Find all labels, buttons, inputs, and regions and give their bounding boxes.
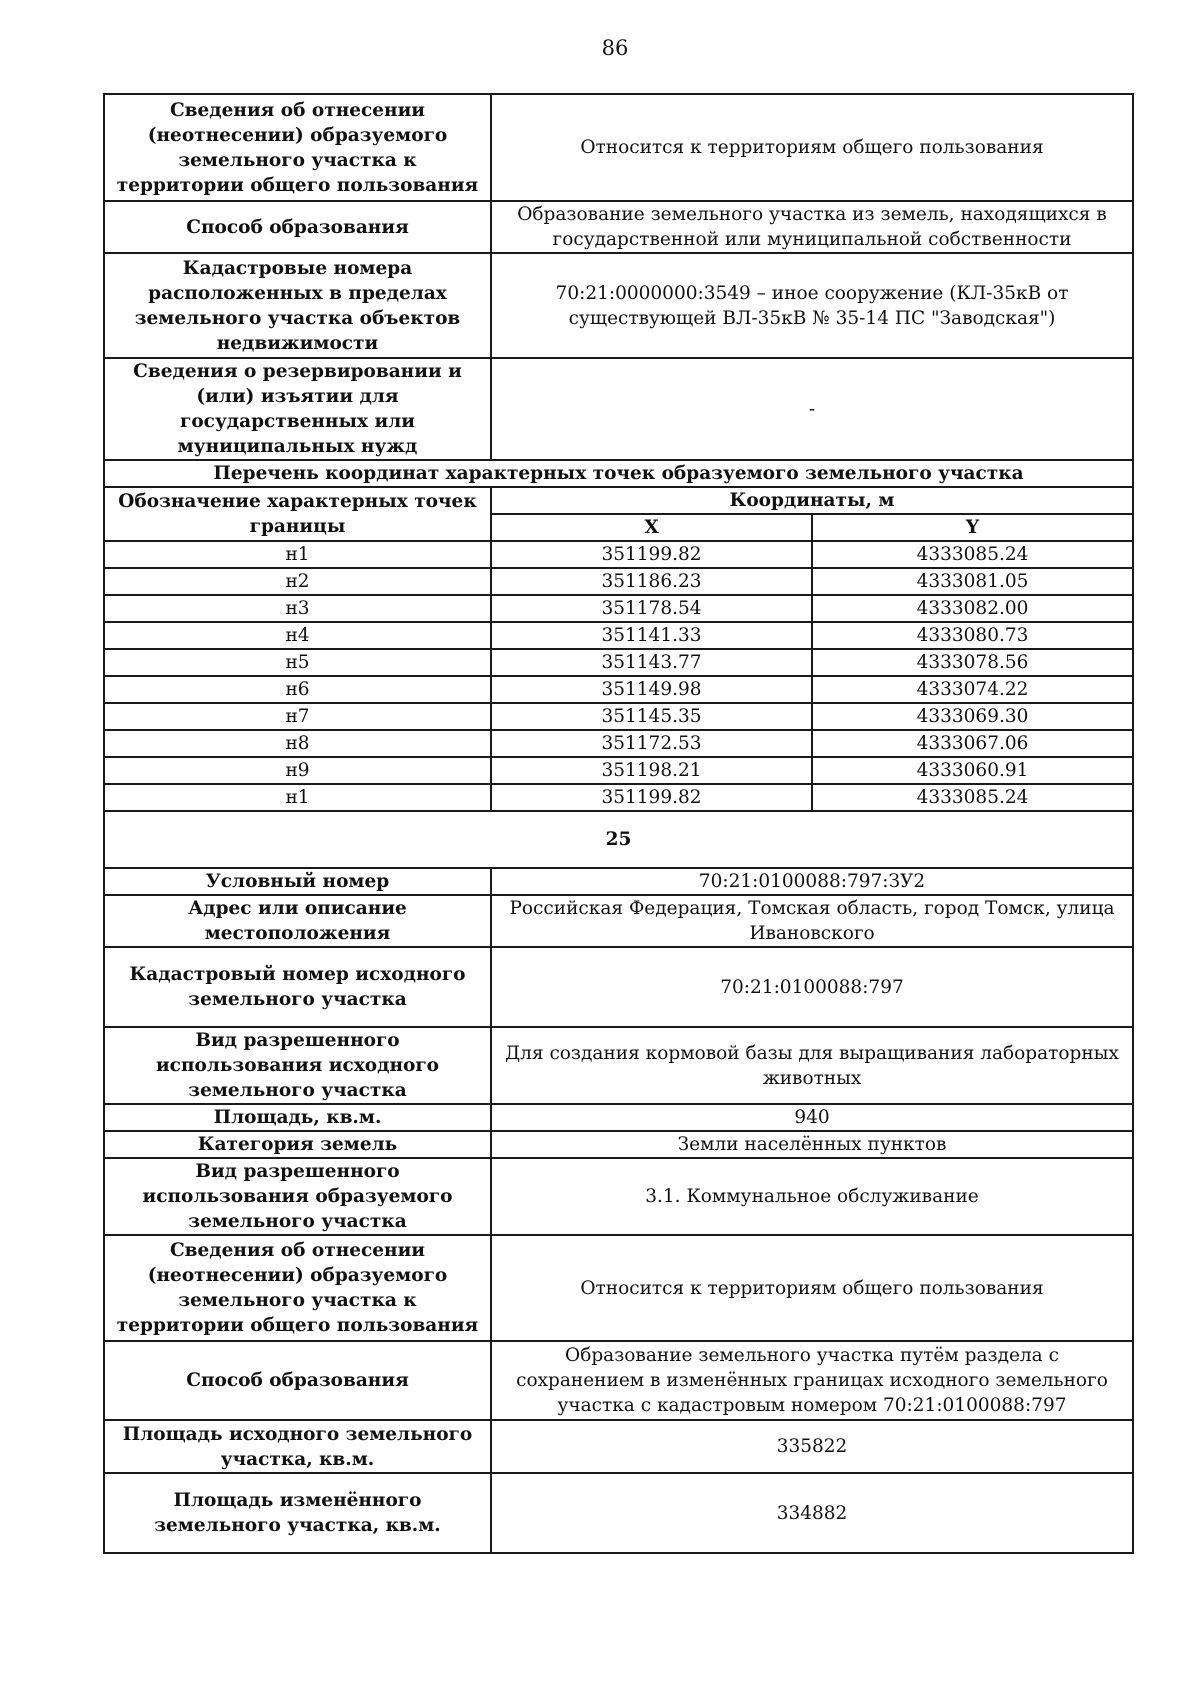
- point-y: 4333078.56: [812, 649, 1133, 676]
- point-y: 4333085.24: [812, 784, 1133, 811]
- point-y: 4333069.30: [812, 703, 1133, 730]
- row-value: Относится к территориям общего пользования: [491, 94, 1133, 201]
- row-label: Способ образования: [104, 201, 491, 253]
- point-name: н3: [104, 595, 491, 622]
- row-value: Относится к территориям общего пользования: [491, 1235, 1133, 1341]
- info-row: [104, 1131, 1133, 1158]
- coordinate-row: [104, 730, 1133, 757]
- point-x: 351199.82: [491, 784, 812, 811]
- info-row: [104, 253, 1133, 358]
- row-value: 70:21:0100088:797: [491, 947, 1133, 1027]
- point-y: 4333074.22: [812, 676, 1133, 703]
- coordinates-title-row: [104, 460, 1133, 487]
- row-value: Земли населённых пунктов: [491, 1131, 1133, 1158]
- point-name: н9: [104, 757, 491, 784]
- parcel-number-row: [104, 811, 1133, 868]
- point-x: 351141.33: [491, 622, 812, 649]
- row-value: 70:21:0100088:797:ЗУ2: [491, 868, 1133, 895]
- point-y: 4333067.06: [812, 730, 1133, 757]
- row-value: 334882: [491, 1473, 1133, 1553]
- point-x: 351143.77: [491, 649, 812, 676]
- point-name: н5: [104, 649, 491, 676]
- row-label: Вид разрешенного использования образуемого земельного участка: [104, 1158, 491, 1235]
- point-x: 351198.21: [491, 757, 812, 784]
- coordinate-row: [104, 676, 1133, 703]
- row-label: Площадь изменённого земельного участка, кв.м.: [104, 1473, 491, 1553]
- point-name: н1: [104, 784, 491, 811]
- x-header: X: [491, 514, 812, 541]
- point-name: н8: [104, 730, 491, 757]
- coords-header: Координаты, м: [491, 487, 1133, 514]
- point-x: 351145.35: [491, 703, 812, 730]
- coordinate-row: [104, 622, 1133, 649]
- row-label: Площадь, кв.м.: [104, 1104, 491, 1131]
- info-row: [104, 868, 1133, 895]
- row-value: 70:21:0000000:3549 – иное сооружение (КЛ-35кВ от существующей ВЛ-35кВ № 35-14 ПС "Заводская"): [491, 253, 1133, 358]
- land-parcel-table: [103, 93, 1134, 1554]
- info-row: [104, 1341, 1133, 1420]
- row-value: -: [491, 358, 1133, 460]
- point-x: 351172.53: [491, 730, 812, 757]
- row-label: Адрес или описание местоположения: [104, 895, 491, 947]
- coordinate-row: [104, 541, 1133, 568]
- point-name: н4: [104, 622, 491, 649]
- parcel-number: 25: [104, 811, 1133, 868]
- row-label: Сведения о резервировании и (или) изъятии для государственных или муниципальных нужд: [104, 358, 491, 460]
- point-y: 4333082.00: [812, 595, 1133, 622]
- info-row: [104, 1473, 1133, 1553]
- point-name: н7: [104, 703, 491, 730]
- point-name: н2: [104, 568, 491, 595]
- coordinate-row: [104, 595, 1133, 622]
- row-label: Кадастровый номер исходного земельного участка: [104, 947, 491, 1027]
- row-label: Категория земель: [104, 1131, 491, 1158]
- coordinates-title: Перечень координат характерных точек образуемого земельного участка: [104, 460, 1133, 487]
- info-row: [104, 1235, 1133, 1341]
- row-value: 940: [491, 1104, 1133, 1131]
- row-label: Способ образования: [104, 1341, 491, 1420]
- row-label: Вид разрешенного использования исходного земельного участка: [104, 1027, 491, 1104]
- row-value: Образование земельного участка из земель, находящихся в государственной или муниципальной собственности: [491, 201, 1133, 253]
- row-label: Условный номер: [104, 868, 491, 895]
- row-label: Кадастровые номера расположенных в пределах земельного участка объектов недвижимости: [104, 253, 491, 358]
- point-y: 4333080.73: [812, 622, 1133, 649]
- point-x: 351149.98: [491, 676, 812, 703]
- info-row: [104, 947, 1133, 1027]
- coordinate-row: [104, 649, 1133, 676]
- page-number: 86: [601, 36, 629, 60]
- row-value: 335822: [491, 1420, 1133, 1473]
- point-header: Обозначение характерных точек границы: [104, 487, 491, 541]
- point-x: 351178.54: [491, 595, 812, 622]
- coordinate-row: [104, 568, 1133, 595]
- info-row: [104, 358, 1133, 460]
- info-row: [104, 1027, 1133, 1104]
- point-name: н1: [104, 541, 491, 568]
- row-label: Сведения об отнесении (неотнесении) образуемого земельного участка к территории общего пользования: [104, 1235, 491, 1341]
- point-y: 4333085.24: [812, 541, 1133, 568]
- row-label: Сведения об отнесении (неотнесении) образуемого земельного участка к территории общего пользования: [104, 94, 491, 201]
- coordinate-row: [104, 757, 1133, 784]
- info-row: [104, 1104, 1133, 1131]
- y-header: Y: [812, 514, 1133, 541]
- row-label: Площадь исходного земельного участка, кв.м.: [104, 1420, 491, 1473]
- coordinates-header-row: [104, 487, 1133, 514]
- info-row: [104, 895, 1133, 947]
- point-y: 4333060.91: [812, 757, 1133, 784]
- coordinate-row: [104, 703, 1133, 730]
- point-x: 351199.82: [491, 541, 812, 568]
- info-row: [104, 201, 1133, 253]
- row-value: Для создания кормовой базы для выращивания лабораторных животных: [491, 1027, 1133, 1104]
- row-value: Образование земельного участка путём раздела с сохранением в изменённых границах исходного земельного участка с кадастровым номером 70:21:0100088:797: [491, 1341, 1133, 1420]
- point-name: н6: [104, 676, 491, 703]
- point-x: 351186.23: [491, 568, 812, 595]
- info-row: [104, 1158, 1133, 1235]
- coordinate-row: [104, 784, 1133, 811]
- info-row: [104, 94, 1133, 201]
- info-row: [104, 1420, 1133, 1473]
- point-y: 4333081.05: [812, 568, 1133, 595]
- row-value: 3.1. Коммунальное обслуживание: [491, 1158, 1133, 1235]
- row-value: Российская Федерация, Томская область, город Томск, улица Ивановского: [491, 895, 1133, 947]
